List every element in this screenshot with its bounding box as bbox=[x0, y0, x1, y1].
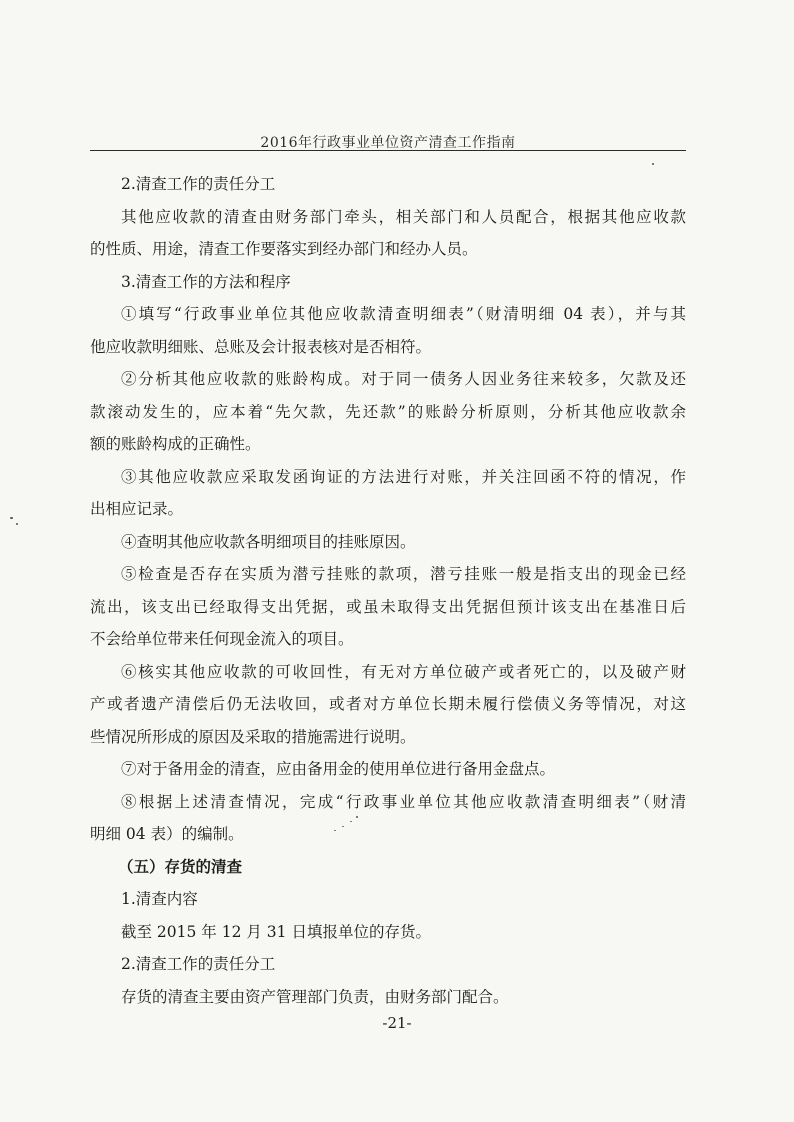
scan-speck bbox=[350, 821, 352, 822]
page-number: -21- bbox=[382, 1014, 412, 1032]
paragraph-line: 他应收款明细账、总账及会计报表核对是否相符。 bbox=[90, 337, 432, 356]
running-header: 2016年行政事业单位资产清查工作指南 bbox=[260, 135, 516, 151]
paragraph-line: 产或者遗产清偿后仍无法收回，或者对方单位长期未履行偿债义务等情况，对这 bbox=[90, 695, 686, 713]
paragraph-line: 出相应记录。 bbox=[90, 500, 184, 518]
scan-speck bbox=[10, 517, 13, 519]
paragraph-line: ⑧根据上述清查情况，完成“行政事业单位其他应收款清查明细表”（财清 bbox=[121, 792, 686, 811]
subheading-content: 1.清查内容 bbox=[121, 890, 198, 908]
subheading-responsibility: 2.清查工作的责任分工 bbox=[121, 955, 276, 973]
paragraph-line: ①填写“行政事业单位其他应收款清查明细表”（财清明细 04 表），并与其 bbox=[121, 305, 686, 323]
paragraph-line: 截至 2015 年 12 月 31 日填报单位的存货。 bbox=[121, 922, 431, 941]
scan-speck bbox=[16, 523, 18, 525]
paragraph-line: 的性质、用途，清查工作要落实到经办部门和经办人员。 bbox=[90, 240, 478, 258]
paragraph-line: ⑦对于备用金的清查，应由备用金的使用单位进行备用金盘点。 bbox=[121, 760, 556, 778]
paragraph-line: ⑥核实其他应收款的可收回性，有无对方单位破产或者死亡的，以及破产财 bbox=[121, 662, 686, 681]
scan-speck bbox=[356, 816, 358, 818]
paragraph-line: 明细 04 表）的编制。 bbox=[90, 825, 244, 843]
scan-speck bbox=[342, 826, 344, 827]
paragraph-line: 额的账龄构成的正确性。 bbox=[90, 435, 261, 453]
paragraph-line: 款滚动发生的，应本着“先欠款，先还款”的账龄分析原则，分析其他应收款余 bbox=[90, 402, 686, 421]
paragraph-line: 存货的清查主要由资产管理部门负责，由财务部门配合。 bbox=[121, 987, 509, 1006]
section-heading-inventory: （五）存货的清查 bbox=[118, 856, 243, 876]
paragraph-line: ②分析其他应收款的账龄构成。对于同一债务人因业务往来较多，欠款及还 bbox=[121, 370, 686, 388]
scan-speck bbox=[652, 163, 654, 165]
paragraph-line: 不会给单位带来任何现金流入的项目。 bbox=[90, 630, 354, 648]
paragraph-line: 些情况所形成的原因及采取的措施需进行说明。 bbox=[90, 727, 416, 746]
paragraph-line: ⑤检查是否存在实质为潜亏挂账的款项，潜亏挂账一般是指支出的现金已经 bbox=[121, 565, 686, 583]
body-text bbox=[90, 168, 686, 1013]
scan-speck bbox=[334, 830, 336, 831]
paragraph-line: ④查明其他应收款各明细项目的挂账原因。 bbox=[121, 532, 416, 551]
paragraph-line: 流出，该支出已经取得支出凭据，或虽未取得支出凭据但预计该支出在基准日后 bbox=[90, 597, 686, 616]
subheading-method: 3.清查工作的方法和程序 bbox=[121, 272, 291, 291]
header-rule bbox=[90, 150, 686, 151]
paragraph-line: 其他应收款的清查由财务部门牵头，相关部门和人员配合，根据其他应收款 bbox=[121, 207, 686, 226]
subheading-responsibility: 2.清查工作的责任分工 bbox=[121, 175, 276, 193]
paragraph-line: ③其他应收款应采取发函询证的方法进行对账，并关注回函不符的情况，作 bbox=[121, 467, 686, 486]
